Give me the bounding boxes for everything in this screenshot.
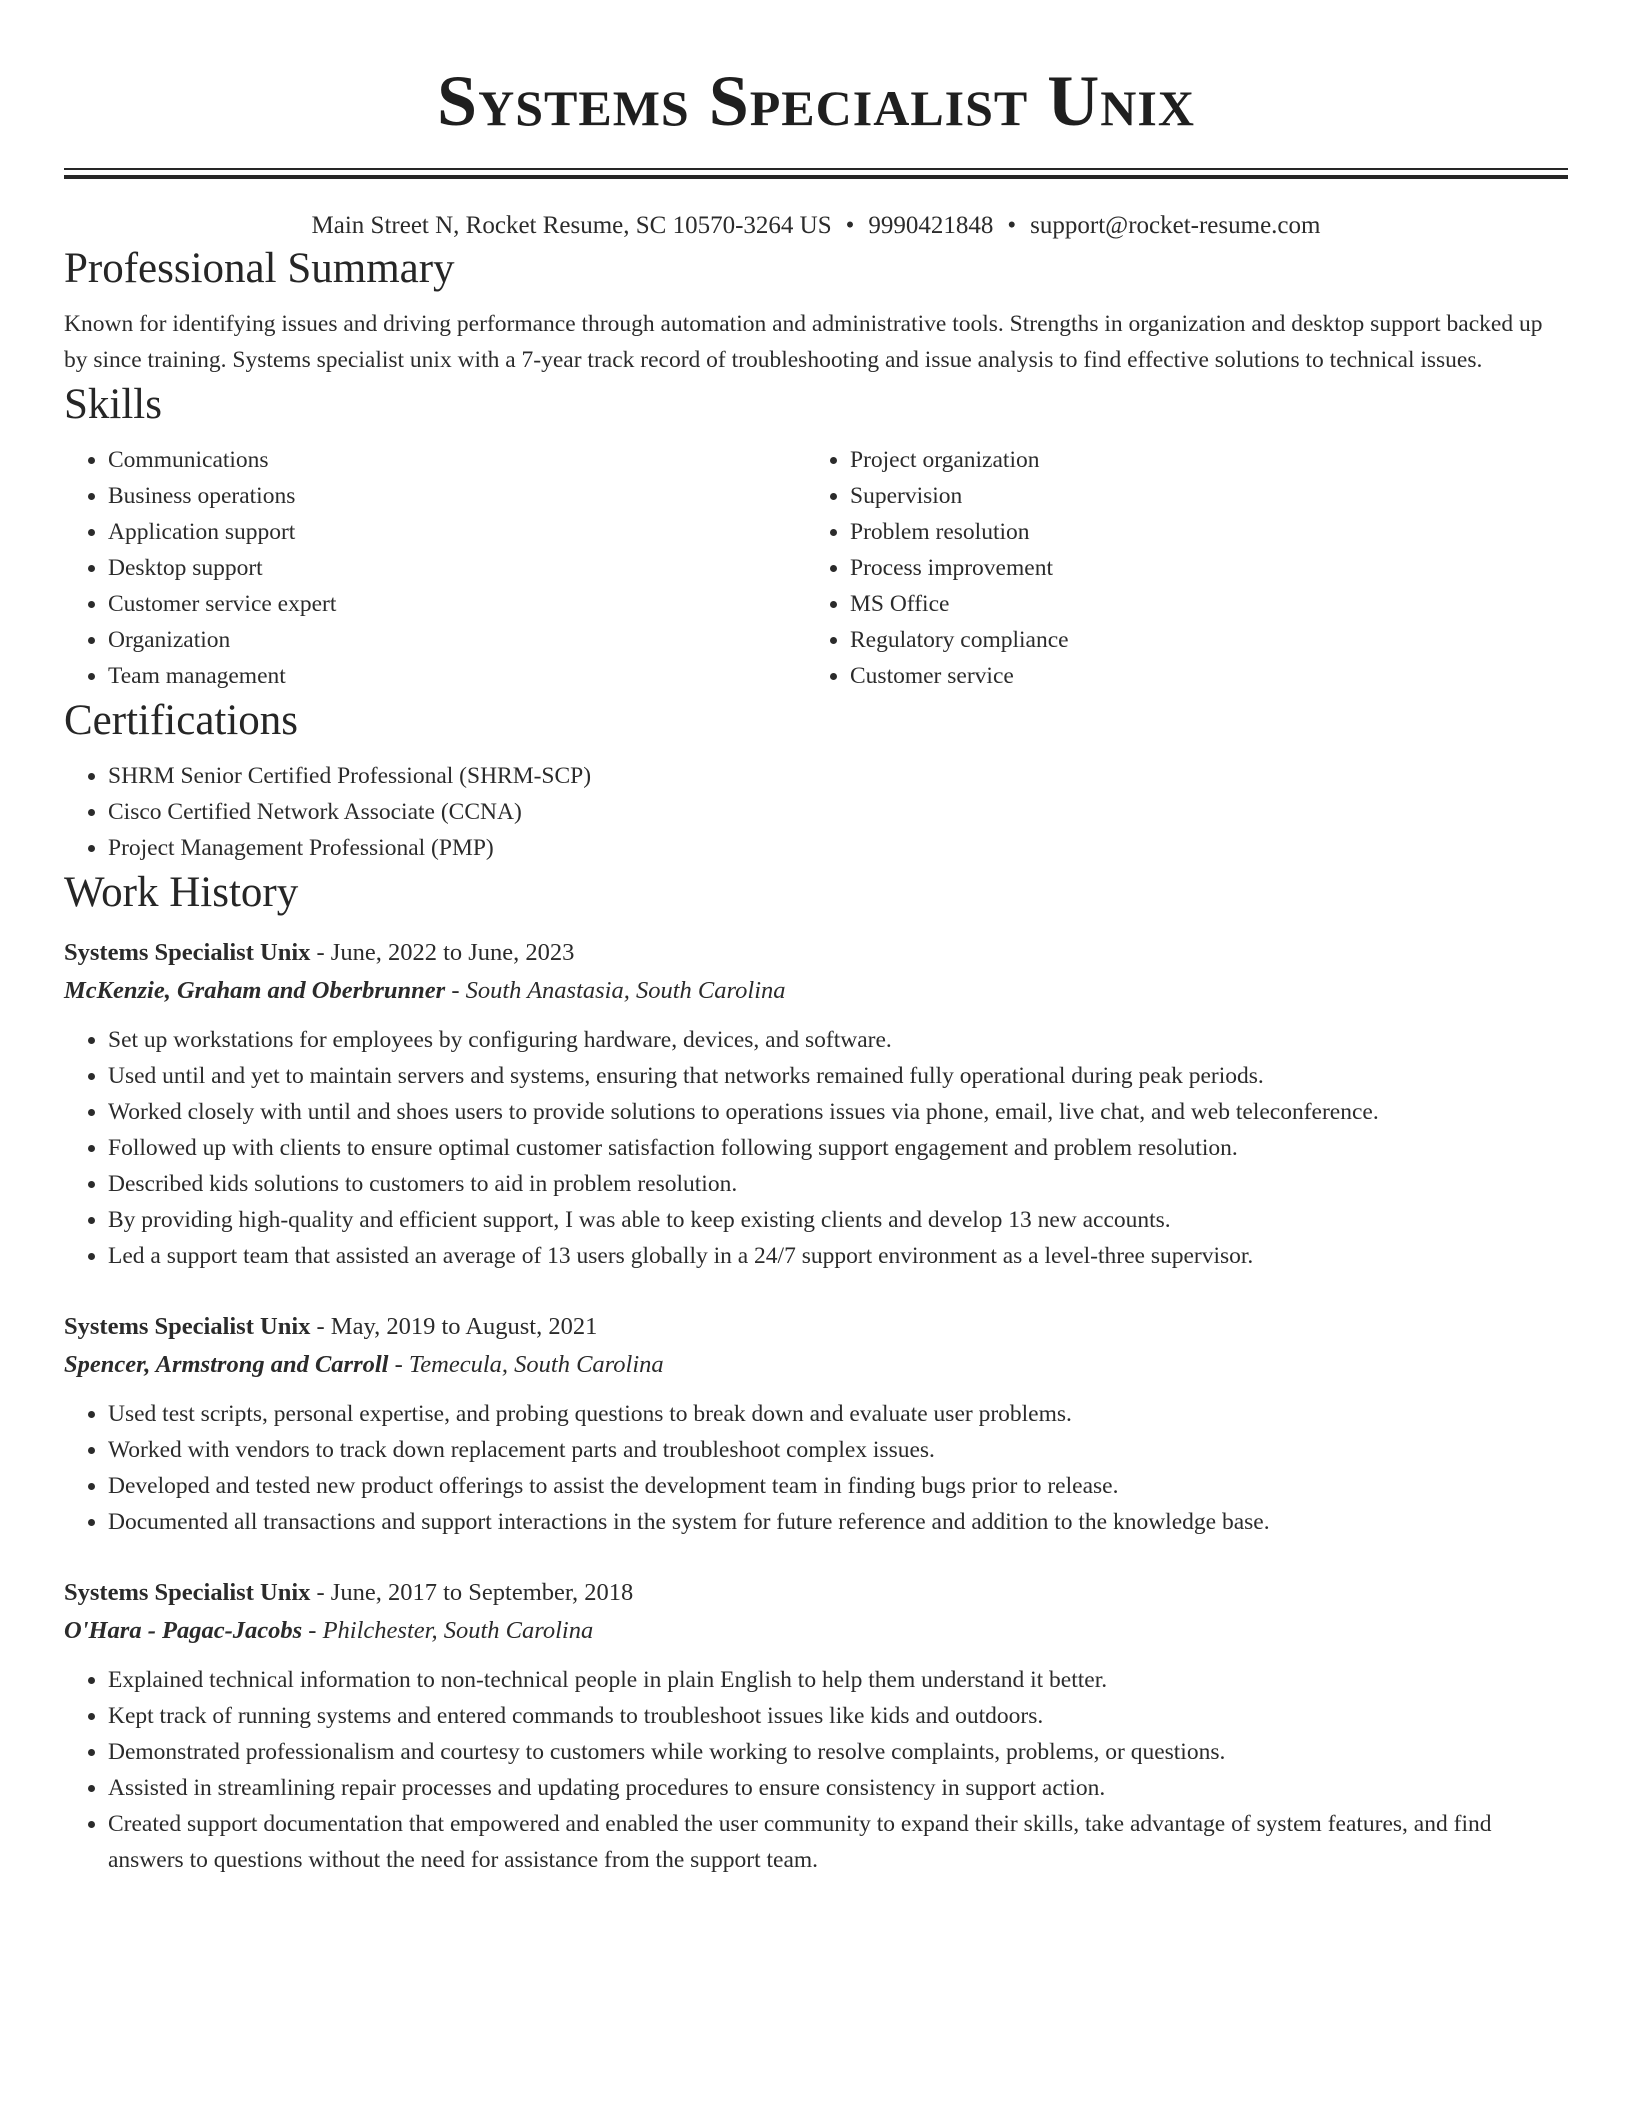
job-bullet: • Assisted in streamlining repair processes and updating procedures to ensure consistency in support action.	[108, 1770, 1568, 1806]
skills-list-left	[64, 442, 806, 694]
job-bullet: • Explained technical information to non-technical people in plain English to help them understand it better.	[108, 1662, 1568, 1698]
job-location: - Philchester, South Carolina	[302, 1617, 594, 1644]
header-divider	[64, 168, 1568, 180]
summary-heading: Professional Summary	[64, 245, 455, 292]
certifications-section	[64, 694, 1568, 866]
job-entry	[64, 934, 1568, 1274]
job-bullet: • Set up workstations for employees by configuring hardware, devices, and software.	[108, 1022, 1568, 1058]
job-bullet: • Worked with vendors to track down replacement parts and troubleshoot complex issues.	[108, 1432, 1568, 1468]
certifications-list	[64, 758, 1568, 866]
job-bullet: • Used until and yet to maintain servers and systems, ensuring that networks remained fully operational during peak periods.	[108, 1058, 1568, 1094]
skill-item: • Supervision	[850, 478, 1548, 514]
job-bullet: • Documented all transactions and support interactions in the system for future reference and addition to the knowledge base.	[108, 1504, 1568, 1540]
job-location: - Temecula, South Carolina	[388, 1351, 664, 1378]
skill-item: • Desktop support	[108, 550, 806, 586]
skill-item: • Application support	[108, 514, 806, 550]
contact-address: Main Street N, Rocket Resume, SC 10570-3264 US	[311, 212, 832, 239]
certification-item: • Project Management Professional (PMP)	[108, 830, 1568, 866]
job-company: O'Hara - Pagac-Jacobs	[64, 1617, 303, 1644]
skill-item: • Regulatory compliance	[850, 622, 1548, 658]
job-bullet: • By providing high-quality and efficient support, I was able to keep existing clients and develop 13 new accounts.	[108, 1202, 1568, 1238]
certification-item: • SHRM Senior Certified Professional (SHRM-SCP)	[108, 758, 1568, 794]
job-bullet: • Created support documentation that empowered and enabled the user community to expand their skills, take advantage of system features, and find answers to questions without the need for assistance from the support team.	[108, 1806, 1568, 1878]
contact-separator: •	[1007, 212, 1017, 239]
skill-item: • Process improvement	[850, 550, 1548, 586]
job-bullets	[64, 1396, 1568, 1540]
resume-name: Systems Specialist Unix	[437, 61, 1195, 141]
job-bullet: • Led a support team that assisted an average of 13 users globally in a 24/7 support environment as a level-three supervisor.	[108, 1238, 1568, 1274]
job-title: Systems Specialist Unix	[64, 1313, 311, 1340]
job-dates: - June, 2022 to June, 2023	[310, 939, 575, 966]
skill-item: • Customer service	[850, 658, 1548, 694]
job-title-line	[64, 1574, 1568, 1612]
work-history-section	[64, 866, 1568, 1878]
skill-item: • Problem resolution	[850, 514, 1548, 550]
contact-email: support@rocket-resume.com	[1030, 212, 1321, 239]
work-history-heading: Work History	[64, 869, 299, 916]
skills-columns	[64, 442, 1568, 694]
job-bullet: • Described kids solutions to customers to aid in problem resolution.	[108, 1166, 1568, 1202]
job-location: - South Anastasia, South Carolina	[445, 977, 786, 1004]
skill-item: • Team management	[108, 658, 806, 694]
job-bullet: • Used test scripts, personal expertise, and probing questions to break down and evaluate user problems.	[108, 1396, 1568, 1432]
job-bullet: • Developed and tested new product offerings to assist the development team in finding bugs prior to release.	[108, 1468, 1568, 1504]
job-title: Systems Specialist Unix	[64, 939, 311, 966]
job-bullets	[64, 1662, 1568, 1878]
contact-line	[64, 210, 1568, 242]
contact-phone: 9990421848	[868, 212, 994, 239]
skill-item: • Organization	[108, 622, 806, 658]
job-company-line	[64, 1612, 1568, 1650]
job-bullet: • Demonstrated professionalism and courtesy to customers while working to resolve complaints, problems, or questions.	[108, 1734, 1568, 1770]
skills-column-right	[806, 442, 1548, 694]
skills-heading: Skills	[64, 381, 162, 428]
job-bullet: • Worked closely with until and shoes users to provide solutions to operations issues via phone, email, live chat, and web teleconference.	[108, 1094, 1568, 1130]
skill-item: • Project organization	[850, 442, 1548, 478]
summary-section	[64, 242, 1568, 378]
job-company-line	[64, 972, 1568, 1010]
job-dates: - June, 2017 to September, 2018	[310, 1579, 634, 1606]
job-title-line	[64, 934, 1568, 972]
skills-section	[64, 378, 1568, 694]
skill-item: • MS Office	[850, 586, 1548, 622]
skill-item: • Customer service expert	[108, 586, 806, 622]
job-company: McKenzie, Graham and Oberbrunner	[64, 977, 446, 1004]
skill-item: • Business operations	[108, 478, 806, 514]
skill-item: • Communications	[108, 442, 806, 478]
certifications-heading: Certifications	[64, 697, 299, 744]
skills-list-right	[806, 442, 1548, 694]
summary-text: Known for identifying issues and driving performance through automation and administrative tools. Strengths in organization and desktop support backed up by since training. Systems specialist unix with a 7-year track record of troubleshooting and issue analysis to find effective solutions to technical issues.	[64, 311, 1543, 373]
job-bullets	[64, 1022, 1568, 1274]
job-bullet: • Followed up with clients to ensure optimal customer satisfaction following support engagement and problem resolution.	[108, 1130, 1568, 1166]
job-company: Spencer, Armstrong and Carroll	[64, 1351, 389, 1378]
job-entry	[64, 1574, 1568, 1878]
certification-item: • Cisco Certified Network Associate (CCNA)	[108, 794, 1568, 830]
job-title-line	[64, 1308, 1568, 1346]
skills-column-left	[64, 442, 806, 694]
job-company-line	[64, 1346, 1568, 1384]
contact-separator: •	[845, 212, 855, 239]
job-title: Systems Specialist Unix	[64, 1579, 311, 1606]
job-entry	[64, 1308, 1568, 1540]
job-dates: - May, 2019 to August, 2021	[310, 1313, 598, 1340]
job-bullet: • Kept track of running systems and entered commands to troubleshoot issues like kids and outdoors.	[108, 1698, 1568, 1734]
